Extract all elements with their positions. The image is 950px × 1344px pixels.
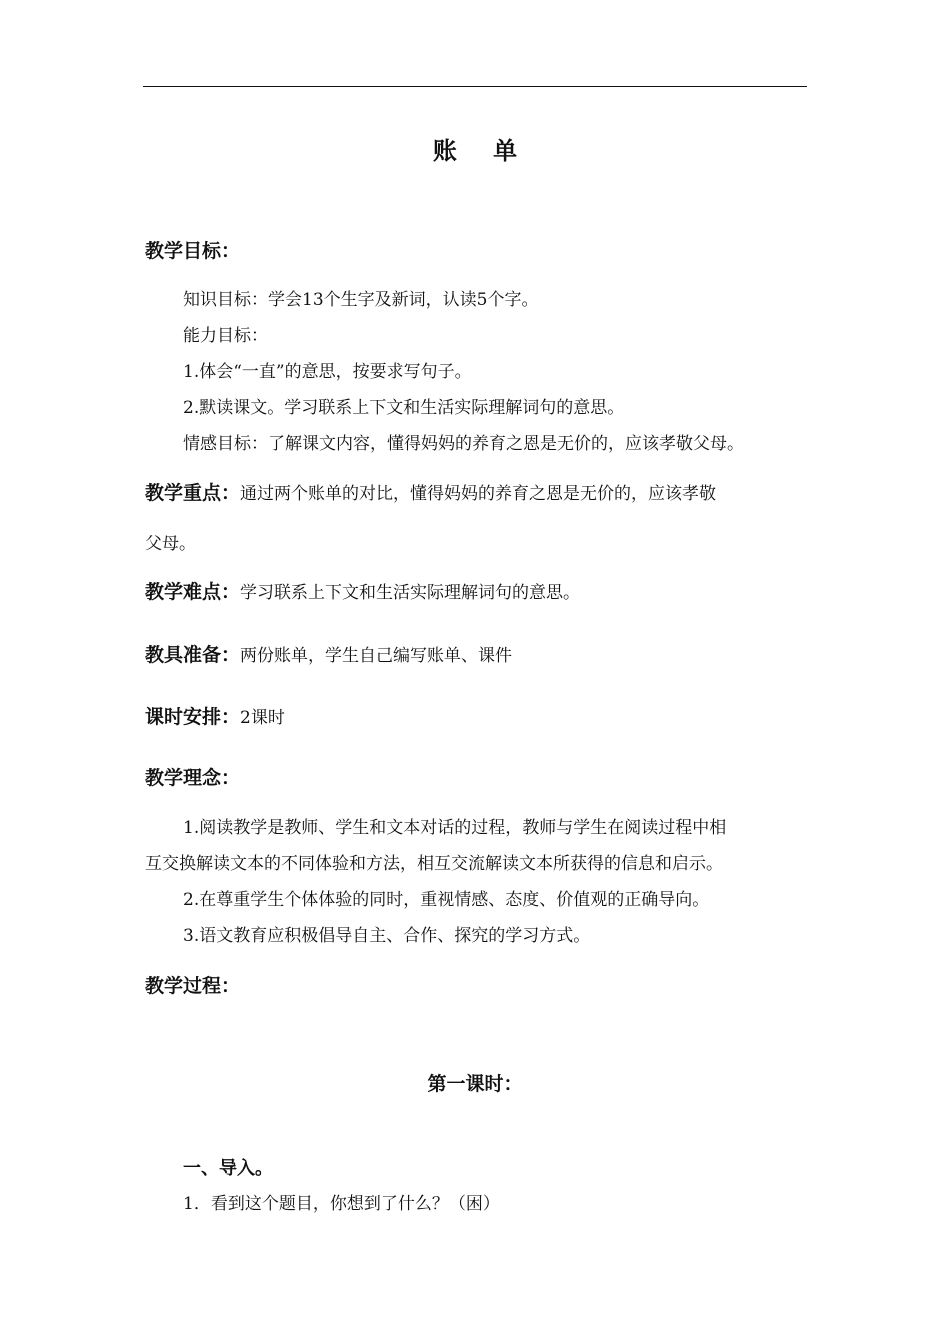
process-heading: 教学过程： — [145, 975, 241, 997]
knowledge-objective: 知识目标：学会13个生字及新词，认读5个字。 — [183, 290, 539, 310]
document-title: 账 单 — [432, 136, 532, 165]
objectives-heading: 教学目标： — [145, 240, 241, 262]
lesson-title: 第一课时： — [427, 1073, 523, 1095]
key-point-line — [145, 484, 716, 503]
schedule-text: 2课时 — [240, 708, 285, 728]
ability-objective-item-1: 1.体会“一直”的意思，按要求写句子。 — [183, 362, 472, 382]
difficulty-text: 学习联系上下文和生活实际理解词句的意思。 — [240, 583, 581, 603]
ability-objective-label: 能力目标： — [183, 326, 268, 346]
difficulty-line — [145, 583, 580, 602]
section-introduction: 一、导入。 — [183, 1158, 273, 1179]
materials-text: 两份账单，学生自己编写账单、课件 — [240, 646, 513, 666]
philosophy-item-2: 2.在尊重学生个体体验的同时，重视情感、态度、价值观的正确导向。 — [183, 890, 710, 910]
introduction-step-1: 1．看到这个题目，你想到了什么？（困） — [183, 1194, 500, 1214]
philosophy-heading: 教学理念： — [145, 767, 241, 789]
key-point-text-continued: 父母。 — [145, 534, 196, 554]
header-rule — [143, 86, 807, 87]
key-point-label: 教学重点： — [145, 482, 241, 504]
difficulty-label: 教学难点： — [145, 581, 241, 603]
materials-line — [145, 646, 512, 665]
philosophy-item-3: 3.语文教育应积极倡导自主、合作、探究的学习方式。 — [183, 926, 591, 946]
philosophy-item-1: 1.阅读教学是教师、学生和文本对话的过程，教师与学生在阅读过程中相 — [183, 818, 727, 838]
schedule-label: 课时安排： — [145, 706, 241, 728]
philosophy-item-1-continued: 互交换解读文本的不同体验和方法，相互交流解读文本所获得的信息和启示。 — [145, 854, 723, 874]
key-point-text: 通过两个账单的对比，懂得妈妈的养育之恩是无价的，应该孝敬 — [240, 484, 717, 504]
emotion-objective: 情感目标：了解课文内容，懂得妈妈的养育之恩是无价的，应该孝敬父母。 — [183, 434, 744, 454]
schedule-line — [145, 708, 285, 727]
materials-label: 教具准备： — [145, 644, 241, 666]
ability-objective-item-2: 2.默读课文。学习联系上下文和生活实际理解词句的意思。 — [183, 398, 625, 418]
